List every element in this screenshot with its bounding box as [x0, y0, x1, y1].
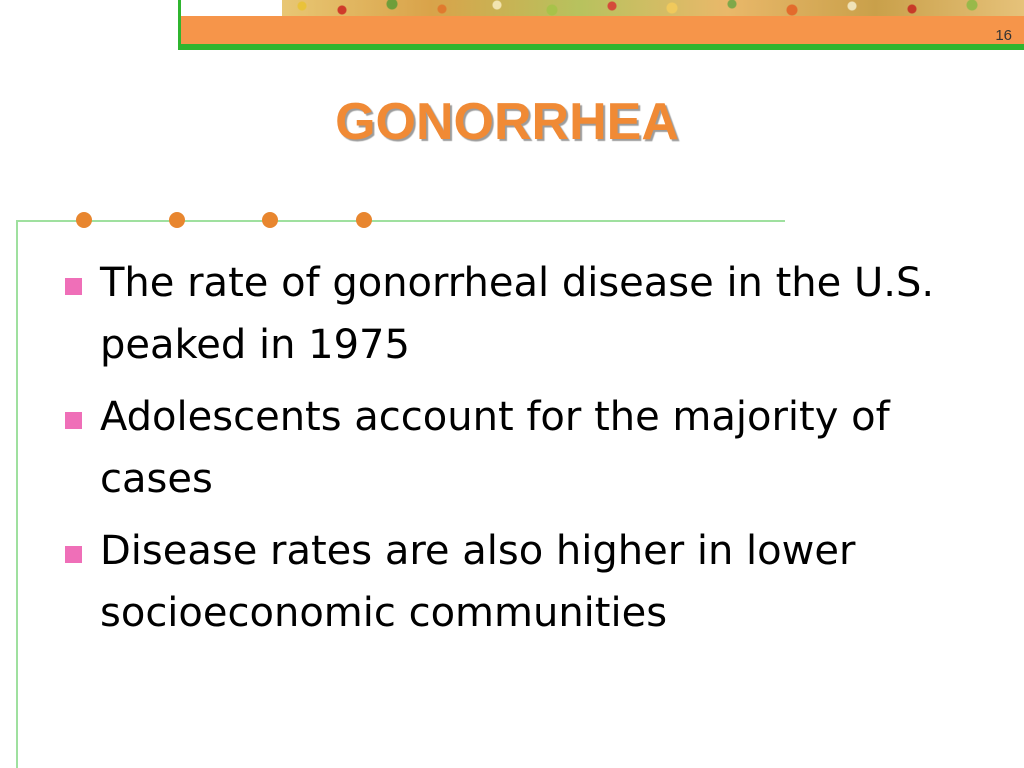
bullet-list [62, 252, 982, 654]
decorative-dot [76, 212, 92, 228]
header-divider-line [180, 44, 1024, 50]
square-bullet-icon [65, 412, 82, 429]
content-frame-top-rule [16, 220, 785, 222]
decorative-dot [262, 212, 278, 228]
bullet-item [62, 520, 982, 644]
floral-banner-image [282, 0, 1024, 16]
square-bullet-icon [65, 546, 82, 563]
decorative-dot [356, 212, 372, 228]
slide-title: GONORRHEA [335, 93, 679, 151]
content-frame-left-rule [16, 220, 18, 768]
bullet-text: Adolescents account for the majority of cases [100, 394, 890, 502]
bullet-text: Disease rates are also higher in lower socioeconomic communities [100, 528, 856, 636]
bullet-item [62, 386, 982, 510]
decorative-dot [169, 212, 185, 228]
square-bullet-icon [65, 278, 82, 295]
header-left-edge [178, 0, 181, 50]
bullet-text: The rate of gonorrheal disease in the U.S. peaked in 1975 [100, 260, 935, 368]
slide-number: 16 [995, 27, 1012, 44]
header-accent-bar [180, 16, 1024, 44]
bullet-item [62, 252, 982, 376]
